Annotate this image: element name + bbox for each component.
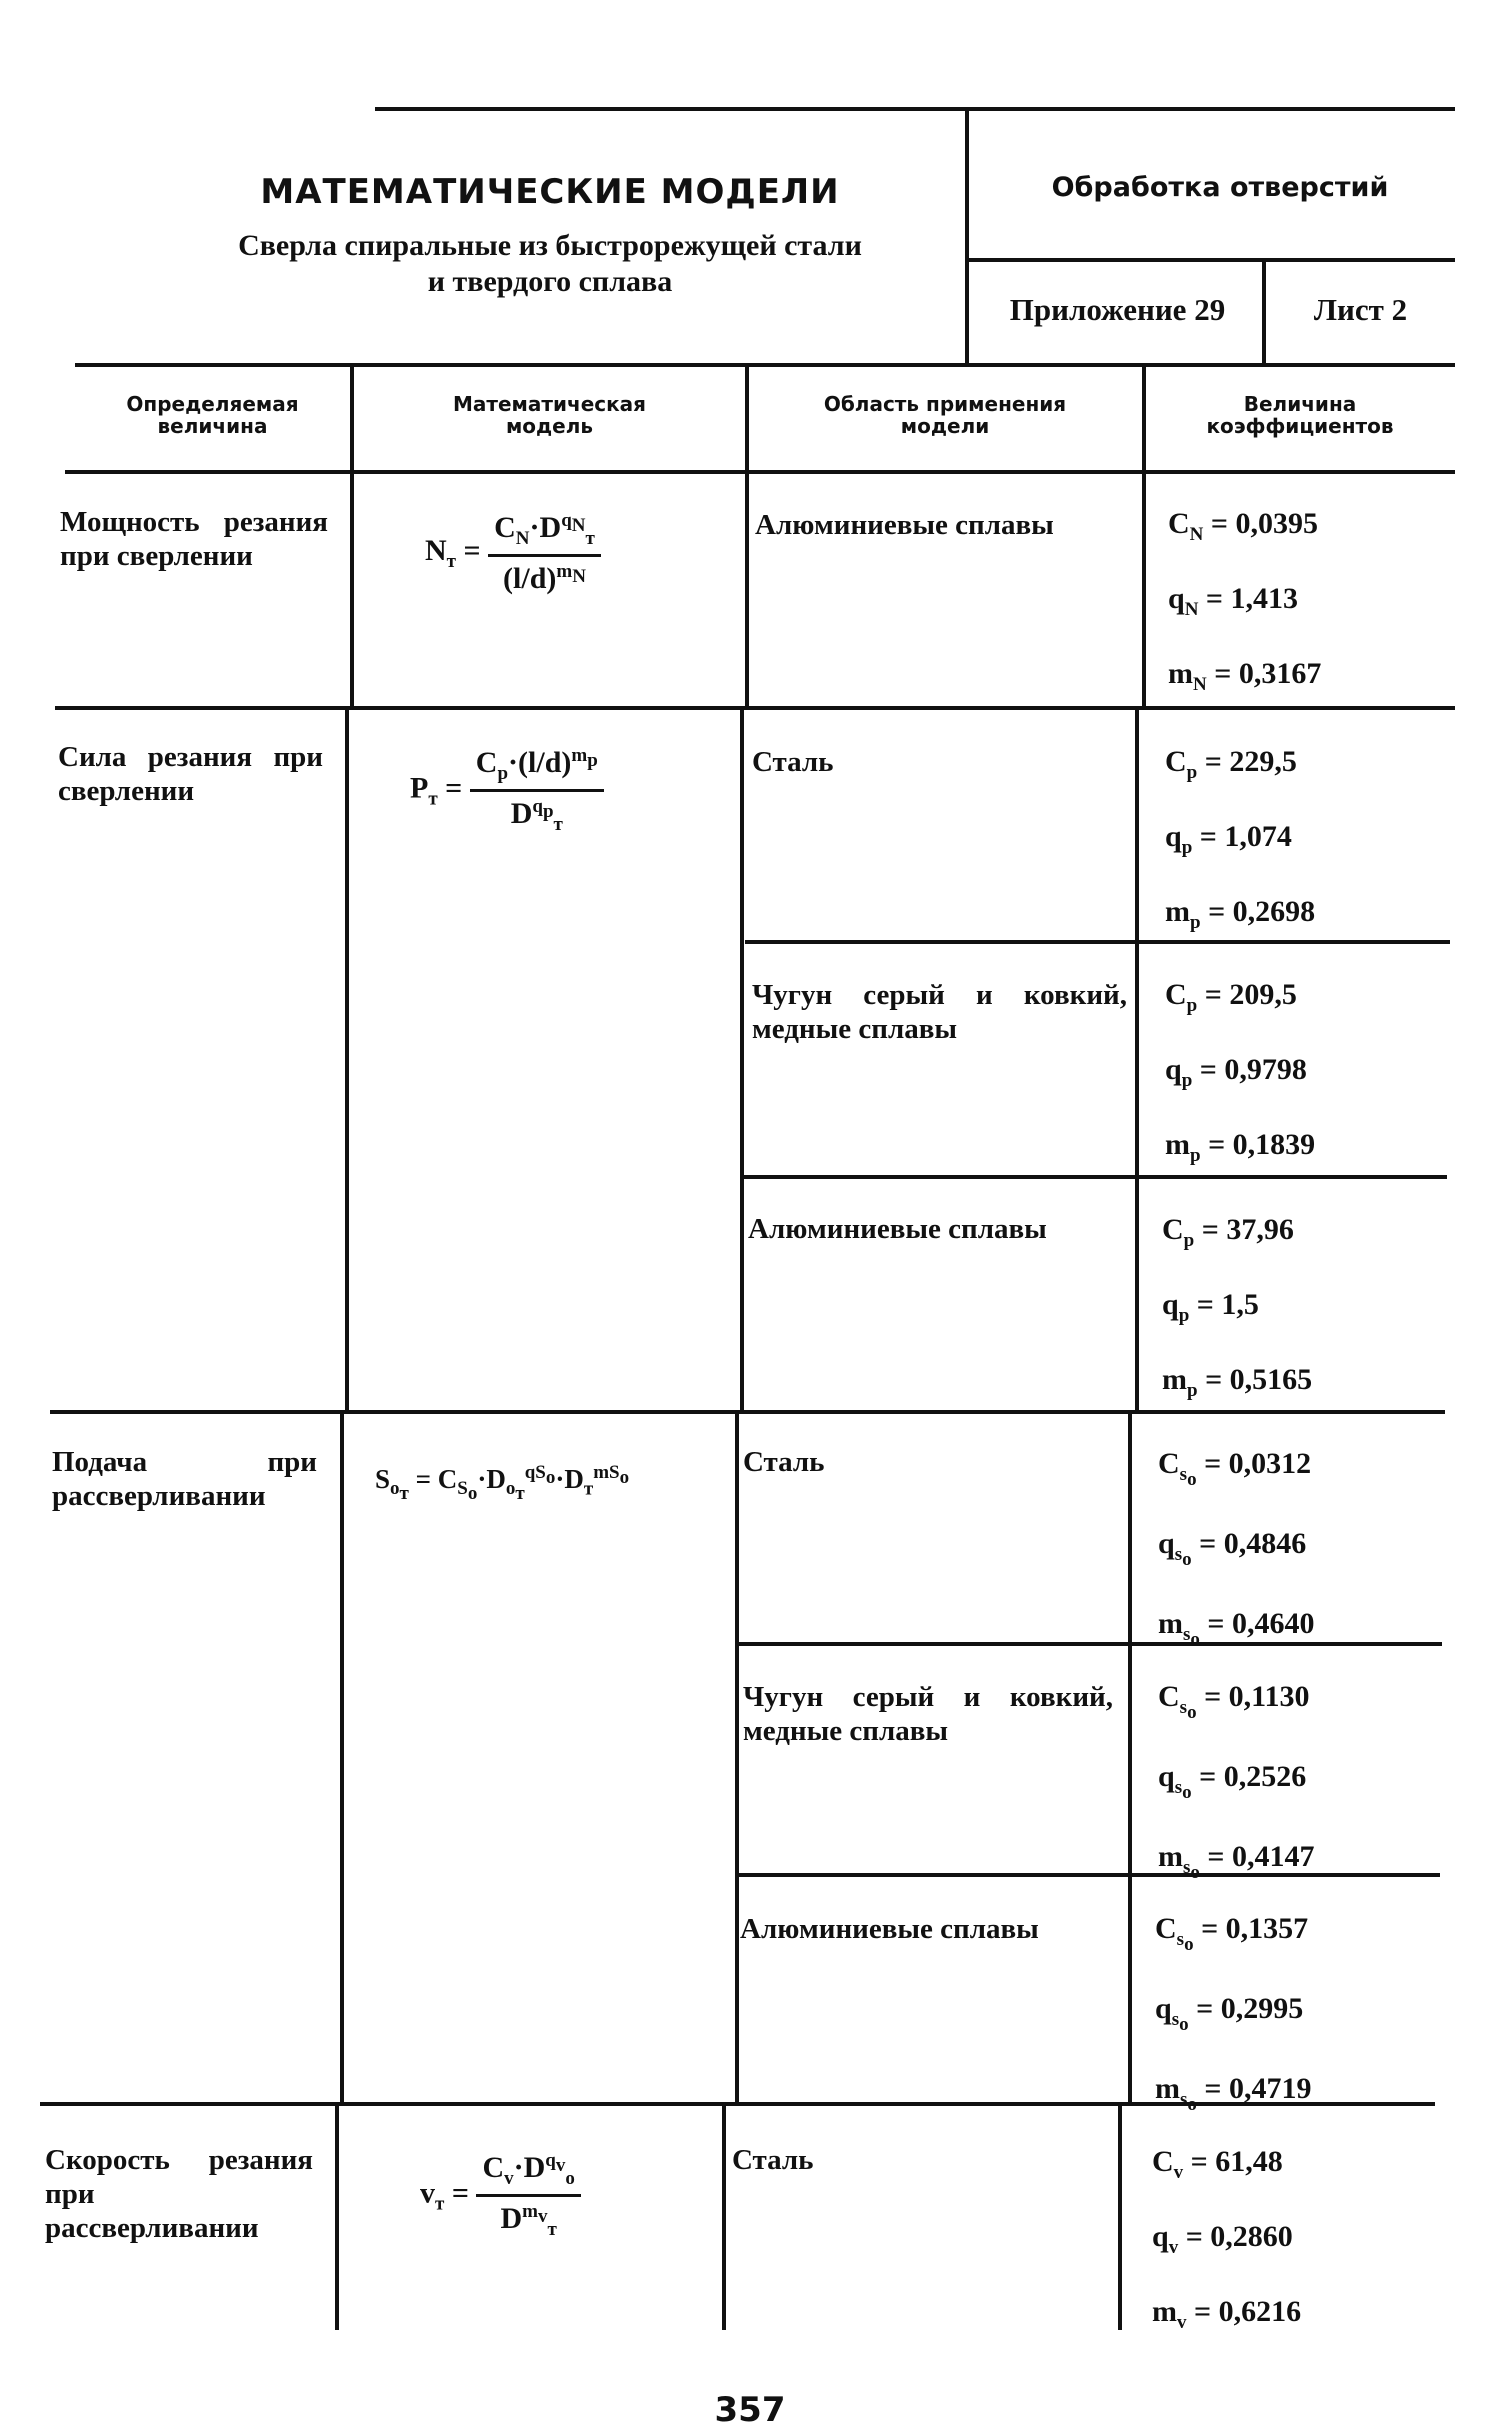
ff-den-supsub: p	[542, 800, 554, 822]
coef-c: C	[1158, 1447, 1180, 1480]
coef-sub: s	[1176, 1929, 1185, 1950]
coef-c: C	[1158, 1680, 1180, 1713]
col-line-1	[350, 363, 354, 708]
coef-row	[1162, 1348, 1312, 1423]
fs-d-subsub: т	[515, 1483, 525, 1505]
coef-sub: v	[1173, 2162, 1184, 2183]
quantity-cutting-power: Мощность резания при сверлении	[60, 506, 328, 572]
coef-q-value: = 1,413	[1205, 582, 1299, 615]
coefs-speed-steel	[1152, 2130, 1301, 2355]
coef-m: m	[1165, 1128, 1190, 1161]
coef-c-value: = 209,5	[1204, 978, 1297, 1011]
formula-force: $P_т$ = $\frac{C_p\cdot(l/d)^{m_p}}{D^{q_p}_т}$	[410, 745, 604, 836]
coef-subsub: o	[1187, 2093, 1197, 2115]
header-bottom-rule	[65, 470, 1455, 474]
col-header-area	[750, 393, 1140, 437]
fs-d-supsub: o	[545, 1466, 556, 1488]
fv-num-d: ·D	[513, 2151, 546, 2184]
col-header-model	[352, 393, 747, 437]
fs-eq-c: = C	[408, 1464, 458, 1494]
coef-sub: s	[1179, 1464, 1188, 1485]
page-title: МАТЕМАТИЧЕСКИЕ МОДЕЛИ	[260, 172, 840, 212]
fs-lhs: S	[375, 1464, 391, 1494]
coef-row	[1152, 2205, 1301, 2280]
fp-num-c-sub: N	[515, 528, 530, 549]
coef-sub: p	[1186, 762, 1198, 783]
coef-q-value: = 0,2526	[1199, 1759, 1307, 1793]
coef-m: m	[1152, 2295, 1177, 2328]
coef-q: q	[1152, 2220, 1169, 2253]
page-subtitle	[140, 228, 960, 300]
fs-d: ·D	[477, 1464, 506, 1494]
col-header-area-l2: модели	[900, 414, 990, 438]
coef-subsub: o	[1179, 2013, 1189, 2035]
area-force-aluminium: Алюминиевые сплавы	[748, 1213, 1047, 1245]
fp-num-d-supsub: N	[571, 514, 586, 536]
ff-den-sup: q	[532, 796, 543, 817]
formula-speed: $v_т$ = $\frac{C_v\cdot D^{q_v}_o}{D^{m_v}_т}$	[420, 2150, 581, 2241]
coef-c: C	[1165, 978, 1187, 1011]
coef-c-value: = 0,0312	[1204, 1447, 1312, 1480]
fp-num-c: C	[494, 511, 516, 544]
coef-c-value: = 37,96	[1201, 1213, 1294, 1246]
coef-row	[1155, 1897, 1312, 1977]
fp-den-supsub: N	[572, 565, 586, 587]
subtitle-line-1: Сверла спиральные из быстрорежущей стали	[238, 229, 862, 262]
ff-num-supsub: p	[587, 749, 598, 771]
formula-speed-fraction	[476, 2150, 580, 2241]
coef-c: C	[1152, 2145, 1174, 2178]
coef-sub: p	[1187, 1380, 1198, 1401]
formula-force-denominator	[470, 792, 604, 836]
coef-m-value: = 0,4719	[1204, 2071, 1312, 2105]
fv-den-supsub: v	[537, 2205, 548, 2227]
coef-q: q	[1165, 1053, 1182, 1086]
coef-sub: s	[1174, 1776, 1183, 1798]
coefs-force-steel	[1165, 730, 1315, 955]
col-line-1b	[345, 710, 349, 1410]
coef-sub: p	[1181, 1070, 1193, 1091]
coef-sub: N	[1189, 524, 1204, 545]
coefs-force-cast-iron	[1165, 963, 1315, 1188]
col-line-2c	[735, 1412, 739, 2102]
coefs-power-aluminium	[1168, 492, 1321, 717]
appendix-label: Приложение 29	[1009, 292, 1226, 327]
fv-lhs-sub: т	[435, 2193, 445, 2215]
ff-num-c: C	[475, 746, 498, 779]
col-header-coefs-l1: Величина	[1243, 392, 1357, 416]
coef-subsub: o	[1187, 1701, 1197, 1723]
coef-sub: p	[1183, 1230, 1195, 1251]
fv-den-sup: m	[522, 2201, 538, 2222]
coef-subsub: o	[1187, 1468, 1197, 1490]
fv-num-supsub: v	[555, 2154, 566, 2176]
col-line-2d	[722, 2104, 726, 2330]
ff-num-ld: ·(l/d)	[508, 746, 572, 779]
fv-num-c: C	[482, 2151, 505, 2184]
coef-q-value: = 0,9798	[1199, 1053, 1307, 1086]
row-sep-2a	[745, 940, 1450, 944]
coef-q-value: = 1,074	[1199, 820, 1292, 853]
area-power-aluminium: Алюминиевые сплавы	[755, 509, 1054, 541]
coef-row	[1158, 1825, 1315, 1905]
coef-row	[1158, 1432, 1315, 1512]
coef-sub: p	[1186, 995, 1198, 1016]
col-header-coefs	[1145, 393, 1455, 437]
fv-den-sub: т	[547, 2219, 557, 2240]
formula-power-fraction	[488, 510, 601, 596]
coef-sub: s	[1183, 1623, 1191, 1645]
coef-row	[1165, 1038, 1315, 1113]
fv-lhs: v	[420, 2176, 435, 2210]
ff-den: D	[510, 797, 533, 830]
formula-power: $N_т$ = $\frac{C_N\cdot D^{q_N}_т}{(l/d)^{m_N}}$	[425, 510, 601, 596]
col-header-model-l2: модель	[505, 414, 594, 438]
coef-q-value: = 0,2995	[1196, 1991, 1304, 2025]
fs-d2: ·D	[555, 1464, 584, 1494]
top-rule	[375, 107, 1455, 111]
coef-sub: v	[1168, 2237, 1179, 2258]
ff-num-c-sub: p	[497, 763, 509, 784]
formula-power-denominator	[488, 557, 601, 596]
col-header-coefs-l2: коэффициентов	[1206, 414, 1394, 438]
fs-d2-supsub: o	[619, 1466, 630, 1488]
coef-sub: p	[1178, 1305, 1190, 1326]
page-number: 357	[714, 2390, 786, 2430]
coef-row	[1165, 730, 1315, 805]
coef-row	[1168, 642, 1321, 717]
coef-subsub: o	[1182, 1781, 1192, 1803]
coef-q: q	[1162, 1288, 1179, 1321]
row-sep-3b	[735, 1873, 1440, 1877]
coef-m-value: = 0,2698	[1208, 895, 1316, 928]
coef-row	[1158, 1512, 1315, 1592]
coef-sub: N	[1184, 599, 1199, 620]
coef-row	[1165, 1113, 1315, 1188]
fs-lhs-sub: o	[390, 1478, 400, 1500]
fp-num-d-sup: q	[561, 510, 572, 531]
col-header-quantity-l2: величина	[157, 414, 268, 438]
coef-c: C	[1165, 745, 1187, 778]
coef-q-value: = 0,4846	[1199, 1526, 1307, 1560]
coef-m: m	[1155, 2071, 1180, 2105]
formula-power-numerator	[488, 510, 601, 557]
formula-force-fraction	[470, 745, 604, 836]
coef-subsub: o	[1190, 1628, 1200, 1650]
coef-q: q	[1165, 820, 1182, 853]
col-line-2b	[740, 710, 744, 1410]
fs-d-sub: o	[505, 1478, 516, 1500]
coef-q: q	[1155, 1991, 1172, 2025]
fs-d2-sub: т	[583, 1478, 594, 1500]
formula-speed-numerator	[476, 2150, 580, 2197]
coef-row	[1162, 1198, 1312, 1273]
coef-sub: p	[1190, 1145, 1201, 1166]
coef-m: m	[1158, 1839, 1183, 1873]
quantity-feed-reaming: Подача при рассверливании	[52, 1446, 317, 1512]
fv-num-sup: q	[545, 2150, 556, 2171]
fp-num-d-sub: т	[585, 528, 595, 549]
fs-d-sup: qS	[524, 1462, 546, 1483]
area-feed-aluminium: Алюминиевые сплавы	[740, 1913, 1039, 1945]
fs-lhs-subsub: т	[399, 1483, 409, 1505]
coef-row	[1158, 1745, 1315, 1825]
quantity-cutting-force: Сила резания при сверлении	[58, 741, 323, 807]
col-line-1d	[335, 2104, 339, 2330]
header-divider-vertical	[965, 107, 969, 365]
row-sep-2b	[742, 1175, 1447, 1179]
fs-c-sub: S	[457, 1478, 468, 1500]
ff-num-sup: m	[571, 745, 588, 766]
col-line-2	[745, 363, 749, 708]
coef-c-value: = 0,1130	[1204, 1680, 1310, 1713]
coef-row	[1165, 963, 1315, 1038]
coef-q-value: = 1,5	[1196, 1288, 1259, 1321]
col-line-3c	[1128, 1412, 1132, 2102]
area-feed-cast-iron: Чугун серый и ковкий, медные сплавы	[743, 1681, 1113, 1747]
coef-m: m	[1165, 895, 1190, 928]
fv-den: D	[500, 2202, 523, 2235]
coef-m-value: = 0,6216	[1194, 2295, 1302, 2328]
area-speed-steel: Сталь	[732, 2144, 814, 2176]
col-header-model-l1: Математическая	[452, 392, 647, 416]
formula-force-lhs-sub: т	[428, 788, 438, 810]
coef-row	[1168, 492, 1321, 567]
col-line-3	[1142, 363, 1146, 708]
coef-sub: s	[1174, 1543, 1183, 1565]
coefs-force-aluminium	[1162, 1198, 1312, 1423]
area-force-steel: Сталь	[752, 746, 834, 778]
coef-row	[1165, 880, 1315, 955]
coef-sub: s	[1183, 1856, 1191, 1878]
col-line-3b	[1135, 710, 1139, 1410]
fp-num-d: ·D	[529, 511, 562, 544]
col-header-area-l1: Область применения	[823, 392, 1067, 416]
formula-force-lhs: P	[410, 771, 429, 805]
fv-num-c-sub: v	[504, 2168, 514, 2189]
coef-row	[1158, 1592, 1315, 1672]
coef-c-value: = 61,48	[1190, 2145, 1283, 2178]
coef-subsub: o	[1184, 1933, 1194, 1955]
coef-m-value: = 0,5165	[1205, 1363, 1313, 1396]
coef-row	[1165, 805, 1315, 880]
formula-feed	[375, 1462, 629, 1505]
fv-num-sub: o	[565, 2168, 575, 2189]
coef-subsub: o	[1190, 1861, 1200, 1883]
coef-c-value: = 0,1357	[1201, 1912, 1309, 1945]
formula-speed-denominator	[476, 2197, 580, 2241]
formula-power-lhs-sub: т	[446, 550, 457, 572]
formula-force-numerator	[470, 745, 604, 792]
header-mid-rule	[965, 258, 1455, 262]
col-header-quantity	[75, 393, 350, 437]
fp-den: (l/d)	[503, 562, 557, 595]
coef-m-value: = 0,1839	[1208, 1128, 1316, 1161]
coef-c: C	[1168, 507, 1190, 540]
coef-sub: v	[1177, 2312, 1187, 2333]
fp-den-sup: m	[556, 561, 573, 582]
coef-c: C	[1162, 1213, 1184, 1246]
fs-c-subsub: o	[467, 1483, 478, 1505]
formula-power-lhs: N	[425, 533, 447, 567]
coef-m: m	[1158, 1606, 1183, 1640]
coef-sub: N	[1193, 674, 1207, 695]
table-top-rule	[75, 363, 1455, 367]
coef-row	[1162, 1273, 1312, 1348]
coef-row	[1155, 2057, 1312, 2137]
section-label: Обработка отверстий	[1051, 172, 1389, 203]
quantity-speed-reaming: Скорость резания при рассверливании	[45, 2144, 313, 2244]
fs-d2-sup: mS	[593, 1462, 620, 1483]
coef-sub: p	[1190, 912, 1201, 933]
col-line-1c	[340, 1412, 344, 2102]
coef-row	[1158, 1665, 1315, 1745]
col-line-3d	[1118, 2104, 1122, 2330]
coef-m-value: = 0,3167	[1214, 657, 1322, 690]
coef-q-value: = 0,2860	[1185, 2220, 1293, 2253]
coef-sub: s	[1171, 2008, 1180, 2030]
subtitle-line-2: и твердого сплава	[427, 265, 673, 298]
coef-row	[1155, 1977, 1312, 2057]
coef-c-value: = 229,5	[1204, 745, 1297, 778]
coef-row	[1152, 2280, 1301, 2355]
coef-m: m	[1168, 657, 1193, 690]
coef-sub: s	[1179, 1697, 1188, 1718]
coef-subsub: o	[1182, 1548, 1192, 1570]
coef-sub: s	[1180, 2088, 1188, 2110]
ff-den-sub: т	[553, 814, 563, 835]
coef-q: q	[1168, 582, 1185, 615]
coefs-feed-aluminium	[1155, 1897, 1312, 2136]
coef-c-value: = 0,0395	[1210, 507, 1319, 540]
coef-row	[1168, 567, 1321, 642]
coefs-feed-cast-iron	[1158, 1665, 1315, 1904]
coef-c: C	[1155, 1912, 1177, 1945]
coef-row	[1152, 2130, 1301, 2205]
coef-sub: p	[1181, 837, 1193, 858]
coef-m-value: = 0,4147	[1207, 1839, 1315, 1873]
sheet-label: Лист 2	[1313, 292, 1408, 327]
area-force-cast-iron: Чугун серый и ковкий, медные сплавы	[752, 979, 1127, 1045]
coefs-feed-steel	[1158, 1432, 1315, 1671]
header-sheet-divider	[1262, 258, 1266, 365]
coef-q: q	[1158, 1526, 1175, 1560]
row-sep-3a	[737, 1642, 1442, 1646]
col-header-quantity-l1: Определяемая	[126, 392, 299, 416]
area-feed-steel: Сталь	[743, 1446, 825, 1478]
coef-q: q	[1158, 1759, 1175, 1793]
coef-m-value: = 0,4640	[1207, 1606, 1315, 1640]
coef-m: m	[1162, 1363, 1187, 1396]
